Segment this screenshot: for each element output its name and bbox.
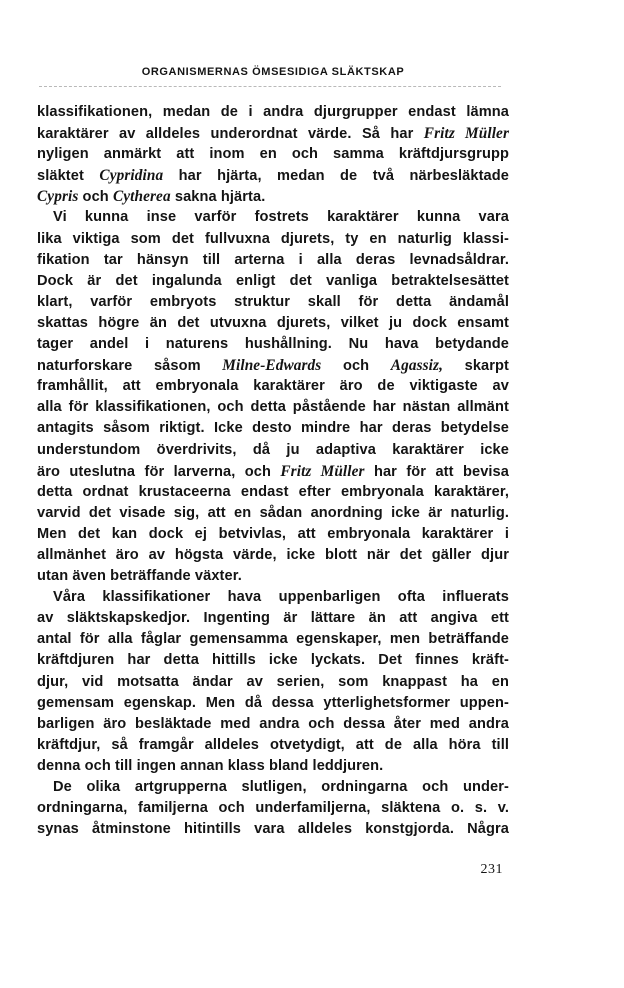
text-segment: framhållit, att embryonala karaktärer äro de viktigaste av: [37, 378, 509, 395]
italic-text: Agassiz,: [390, 357, 444, 375]
text-segment: utan även beträffande växter.: [37, 568, 242, 585]
text-segment: detta ordnat krustaceerna endast efter embryonala karaktärer,: [37, 483, 509, 500]
text-segment: denna och till ingen annan klass bland leddjuren.: [37, 757, 384, 774]
running-head: ORGANISMERNAS ÖMSESIDIGA SLÄKTSKAP: [141, 66, 405, 78]
text-segment: äro uteslutna för larverna, och: [37, 463, 281, 480]
italic-text: Fritz Müller: [280, 462, 365, 480]
text-line: [37, 566, 509, 587]
text-segment: antal för alla fåglar gemensamma egenskaper, men beträffande: [37, 631, 509, 648]
text-segment: varvid det visade sig, att en sådan anordning icke är naturlig.: [37, 504, 509, 521]
text-line: [37, 440, 509, 461]
text-line: [37, 714, 509, 735]
page-number: 231: [480, 862, 503, 877]
text-line: [37, 608, 509, 629]
text-segment: skarpt: [443, 358, 510, 375]
text-line: [37, 186, 509, 207]
text-line: [37, 798, 509, 819]
italic-text: Fritz Müller: [423, 125, 509, 143]
text-line: [37, 461, 509, 482]
text-segment: Men det kan dock ej betvivlas, att embryonala karaktärer i: [37, 525, 509, 542]
text-segment: klassifikationen, medan de i andra djurgrupper endast lämna: [37, 104, 509, 120]
text-line: [37, 144, 509, 165]
italic-text: Milne-Edwards: [222, 357, 322, 375]
text-line: [37, 672, 509, 693]
italic-text: Cytherea: [112, 188, 171, 206]
text-line: [37, 102, 509, 123]
text-line: [37, 777, 509, 798]
text-line: [37, 313, 509, 334]
text-segment: Vi kunna inse varför fostrets karaktärer kunna vara: [53, 209, 509, 226]
text-segment: alla för klassifikationen, och detta påstående har nästan allmänt: [37, 399, 509, 416]
text-segment: fikation tar hänsyn till arterna i alla deras levnadsåldrar.: [37, 251, 509, 268]
text-segment: Våra klassifikationer hava uppenbarligen ofta influerats: [53, 589, 509, 606]
text-segment: nyligen anmärkt att inom en och samma kräftdjursgrupp: [37, 146, 509, 163]
text-segment: kräftdjuren har detta hittills icke lyckats. Det finnes kräft-: [37, 652, 509, 669]
text-line: [37, 418, 509, 439]
text-segment: har hjärta, medan de två närbesläktade: [163, 168, 509, 185]
text-segment: gemensam egenskap. Men då dessa ytterlighetsformer uppen-: [37, 694, 509, 711]
text-segment: lika viktiga som det fullvuxna djurets, ty en naturlig klassi-: [37, 230, 509, 247]
text-segment: synas åtminstone hitintills vara alldeles konstgjorda. Några: [37, 821, 509, 838]
text-line: [37, 229, 509, 250]
text-segment: allmänhet äro av högsta värde, icke blott när det gäller djur: [37, 546, 509, 563]
text-line: [37, 756, 509, 777]
text-line: [37, 355, 509, 376]
text-line: [37, 123, 509, 144]
text-line: [37, 207, 509, 228]
text-segment: och: [78, 189, 113, 206]
italic-text: Cypris: [37, 188, 79, 206]
text-segment: skattas högre än det utvuxna djurets, vilket ju dock ensamt: [37, 314, 509, 331]
text-segment: tager andel i naturens hushållning. Nu hava betydande: [37, 336, 509, 353]
text-line: [37, 587, 509, 608]
text-segment: sakna hjärta.: [170, 189, 266, 206]
text-line: [37, 376, 509, 397]
text-segment: av släktskapskedjor. Ingenting är lättare än att angiva ett: [37, 610, 509, 627]
text-line: [37, 250, 509, 271]
text-line: [37, 334, 509, 355]
text-segment: djur, vid motsatta ändar av serien, som knappast ha en: [37, 673, 509, 690]
text-line: [37, 482, 509, 503]
text-segment: har för att bevisa: [364, 463, 509, 480]
text-line: [37, 735, 509, 756]
book-page: [37, 0, 509, 988]
text-segment: Dock är det ingalunda enligt det vanliga betraktelsesättet: [37, 272, 509, 289]
text-segment: klart, varför embryots struktur skall för detta ändamål: [37, 293, 509, 310]
text-segment: antagits såsom riktigt. Icke desto mindre har deras betydelse: [37, 420, 509, 437]
text-line: [37, 819, 509, 840]
text-segment: ordningarna, familjerna och underfamiljerna, släktena o. s. v.: [37, 800, 509, 817]
text-line: [37, 165, 509, 186]
text-segment: och: [321, 358, 391, 375]
body-text: [37, 102, 509, 840]
text-segment: släktet: [37, 168, 100, 185]
text-line: [37, 292, 509, 313]
text-line: [37, 271, 509, 292]
text-line: [37, 629, 509, 650]
text-line: [37, 545, 509, 566]
text-segment: understundom överdrivits, då ju adaptiva karaktärer icke: [37, 441, 509, 458]
header-rule: [39, 86, 501, 87]
text-line: [37, 503, 509, 524]
italic-text: Cypridina: [99, 167, 164, 185]
text-line: [37, 693, 509, 714]
text-line: [37, 524, 509, 545]
text-segment: De olika artgrupperna slutligen, ordningarna och under-: [53, 779, 509, 795]
text-segment: naturforskare såsom: [37, 358, 223, 375]
text-segment: kräftdjur, så framgår alldeles otvetydigt, att de alla höra till: [37, 736, 509, 753]
text-line: [37, 397, 509, 418]
text-segment: barligen äro besläktade med andra och dessa åter med andra: [37, 715, 509, 732]
text-line: [37, 650, 509, 671]
text-segment: karaktärer av alldeles underordnat värde. Så har: [37, 126, 424, 143]
